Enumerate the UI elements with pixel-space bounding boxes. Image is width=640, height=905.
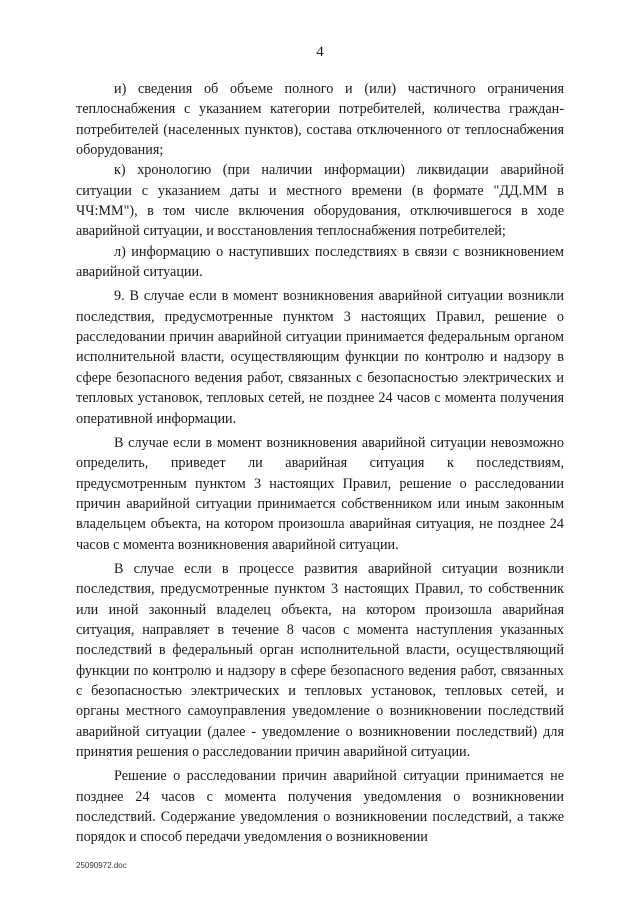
paragraph-development-case: В случае если в процессе развития аварийной ситуации возникли последствия, предусмотренные пунктом 3 настоящих Правил, то собственник или иной законный владелец объекта, на котором произошла аварийная ситуация, направляет в течение 8 часов с момента наступления указанных последствий в федеральный орган исполнительной власти, осуществляющий функции по контролю и надзору в сфере безопасного ведения работ, связанных с безопасностью электрических и тепловых установок, тепловых сетей, и органы местного самоуправления уведомление о возникновении последствий аварийной ситуации (далее - уведомление о возникновении последствий) для принятия решения о расследовании причин аварийной ситуации. <box>76 560 564 760</box>
page-number: 4 <box>316 44 324 60</box>
paragraph-item-k: к) хронологию (при наличии информации) ликвидации аварийной ситуации с указанием даты и местного времени (в формате "ДД.ММ в ЧЧ:ММ"), в том числе включения оборудования, отключившегося в ходе аварийной ситуации, и восстановления теплоснабжения потребителей; <box>76 162 564 240</box>
paragraph-undetermined-case: В случае если в момент возникновения аварийной ситуации невозможно определить, приведет ли аварийная ситуация к последствиям, предусмотренным пунктом 3 настоящих Правил, решение о расследовании причин аварийной ситуации принимается собственником или иным законным владельцем объекта, на котором произошла аварийная ситуация, не позднее 24 часов с момента возникновения аварийной ситуации. <box>76 434 564 553</box>
document-body <box>76 79 564 848</box>
paragraph-item-l: л) информацию о наступивших последствиях в связи с возникновением аварийной ситуации. <box>76 243 564 281</box>
document-file-code: 25090972.doc <box>76 861 127 870</box>
paragraph-decision-deadline: Решение о расследовании причин аварийной ситуации принимается не позднее 24 часов с момента получения уведомления о возникновении последствий. Содержание уведомления о возникновении последствий, а также порядок и способ передачи уведомления о возникновении <box>76 768 564 846</box>
paragraph-item-i: и) сведения об объеме полного и (или) частичного ограничения теплоснабжения с указанием категории потребителей, количества граждан-потребителей (населенных пунктов), состава отключенного от теплоснабжения оборудования; <box>76 81 564 159</box>
paragraph-clause-9: 9. В случае если в момент возникновения аварийной ситуации возникли последствия, предусмотренные пунктом 3 настоящих Правил, решение о расследовании причин аварийной ситуации принимается федеральным органом исполнительной власти, осуществляющим функции по контролю и надзору в сфере безопасного ведения работ, связанных с безопасностью электрических и тепловых установок, тепловых сетей, не позднее 24 часов с момента получения оперативной информации. <box>76 288 564 427</box>
